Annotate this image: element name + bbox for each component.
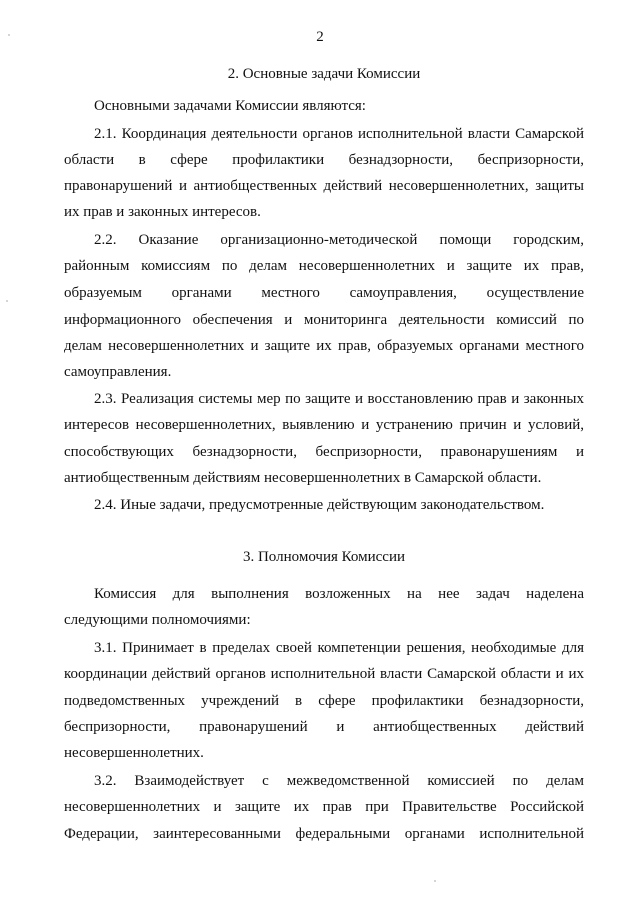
paragraph-line: самоуправления. xyxy=(64,364,172,380)
paragraph-line: способствующих безнадзорности, беспризорности, правонарушениям и xyxy=(64,444,584,460)
paragraph-line: 2.2. Оказание организационно-методической помощи городским, xyxy=(94,232,584,248)
paragraph-line: 3.1. Принимает в пределах своей компетенции решения, необходимые для xyxy=(94,640,584,656)
section-heading: 3. Полномочия Комиссии xyxy=(242,549,406,565)
paragraph-line: области в сфере профилактики безнадзорности, беспризорности, xyxy=(64,152,584,168)
paragraph-line: несовершеннолетних. xyxy=(64,745,204,761)
paragraph-line: образуемым органами местного самоуправления, осуществление xyxy=(64,285,584,301)
scan-speck xyxy=(8,34,10,36)
paragraph-line: 3.2. Взаимодействует с межведомственной комиссией по делам xyxy=(94,773,584,789)
paragraph-line: 2.3. Реализация системы мер по защите и восстановлению прав и законных xyxy=(94,391,584,407)
paragraph-line: подведомственных учреждений в сфере профилактики безнадзорности, xyxy=(64,693,584,709)
paragraph-line: Федерации, заинтересованными федеральными органами исполнительной xyxy=(64,826,584,842)
paragraph-line: правонарушений и антиобщественных действий несовершеннолетних, защиты xyxy=(64,178,584,194)
section-heading: 2. Основные задачи Комиссии xyxy=(227,66,421,82)
paragraph-line: делам несовершеннолетних и защите их прав, образуемых органами местного xyxy=(64,338,584,354)
paragraph-line: беспризорности, правонарушений и антиобщественных действий xyxy=(64,719,584,735)
scan-speck xyxy=(434,880,436,882)
scan-speck xyxy=(6,300,8,302)
paragraph-line: информационного обеспечения и мониторинга деятельности комиссий по xyxy=(64,312,584,328)
page-number: 2 xyxy=(316,29,324,45)
paragraph-intro: Основными задачами Комиссии являются: xyxy=(94,98,366,114)
paragraph-line: районным комиссиям по делам несовершеннолетних и защите их прав, xyxy=(64,258,584,274)
paragraph-line: антиобщественным действиям несовершеннолетних в Самарской области. xyxy=(64,470,542,486)
paragraph-line: 2.1. Координация деятельности органов исполнительной власти Самарской xyxy=(94,126,584,142)
paragraph-line: несовершеннолетних и защите их прав при Правительстве Российской xyxy=(64,799,584,815)
paragraph-line: интересов несовершеннолетних, выявлению и устранению причин и условий, xyxy=(64,417,584,433)
paragraph-line: следующими полномочиями: xyxy=(64,612,251,628)
paragraph-line: координации действий органов исполнительной власти Самарской области и их xyxy=(64,666,584,682)
paragraph-line: их прав и законных интересов. xyxy=(64,204,261,220)
paragraph-line: 2.4. Иные задачи, предусмотренные действующим законодательством. xyxy=(94,497,545,513)
paragraph-line: Комиссия для выполнения возложенных на нее задач наделена xyxy=(94,586,584,602)
